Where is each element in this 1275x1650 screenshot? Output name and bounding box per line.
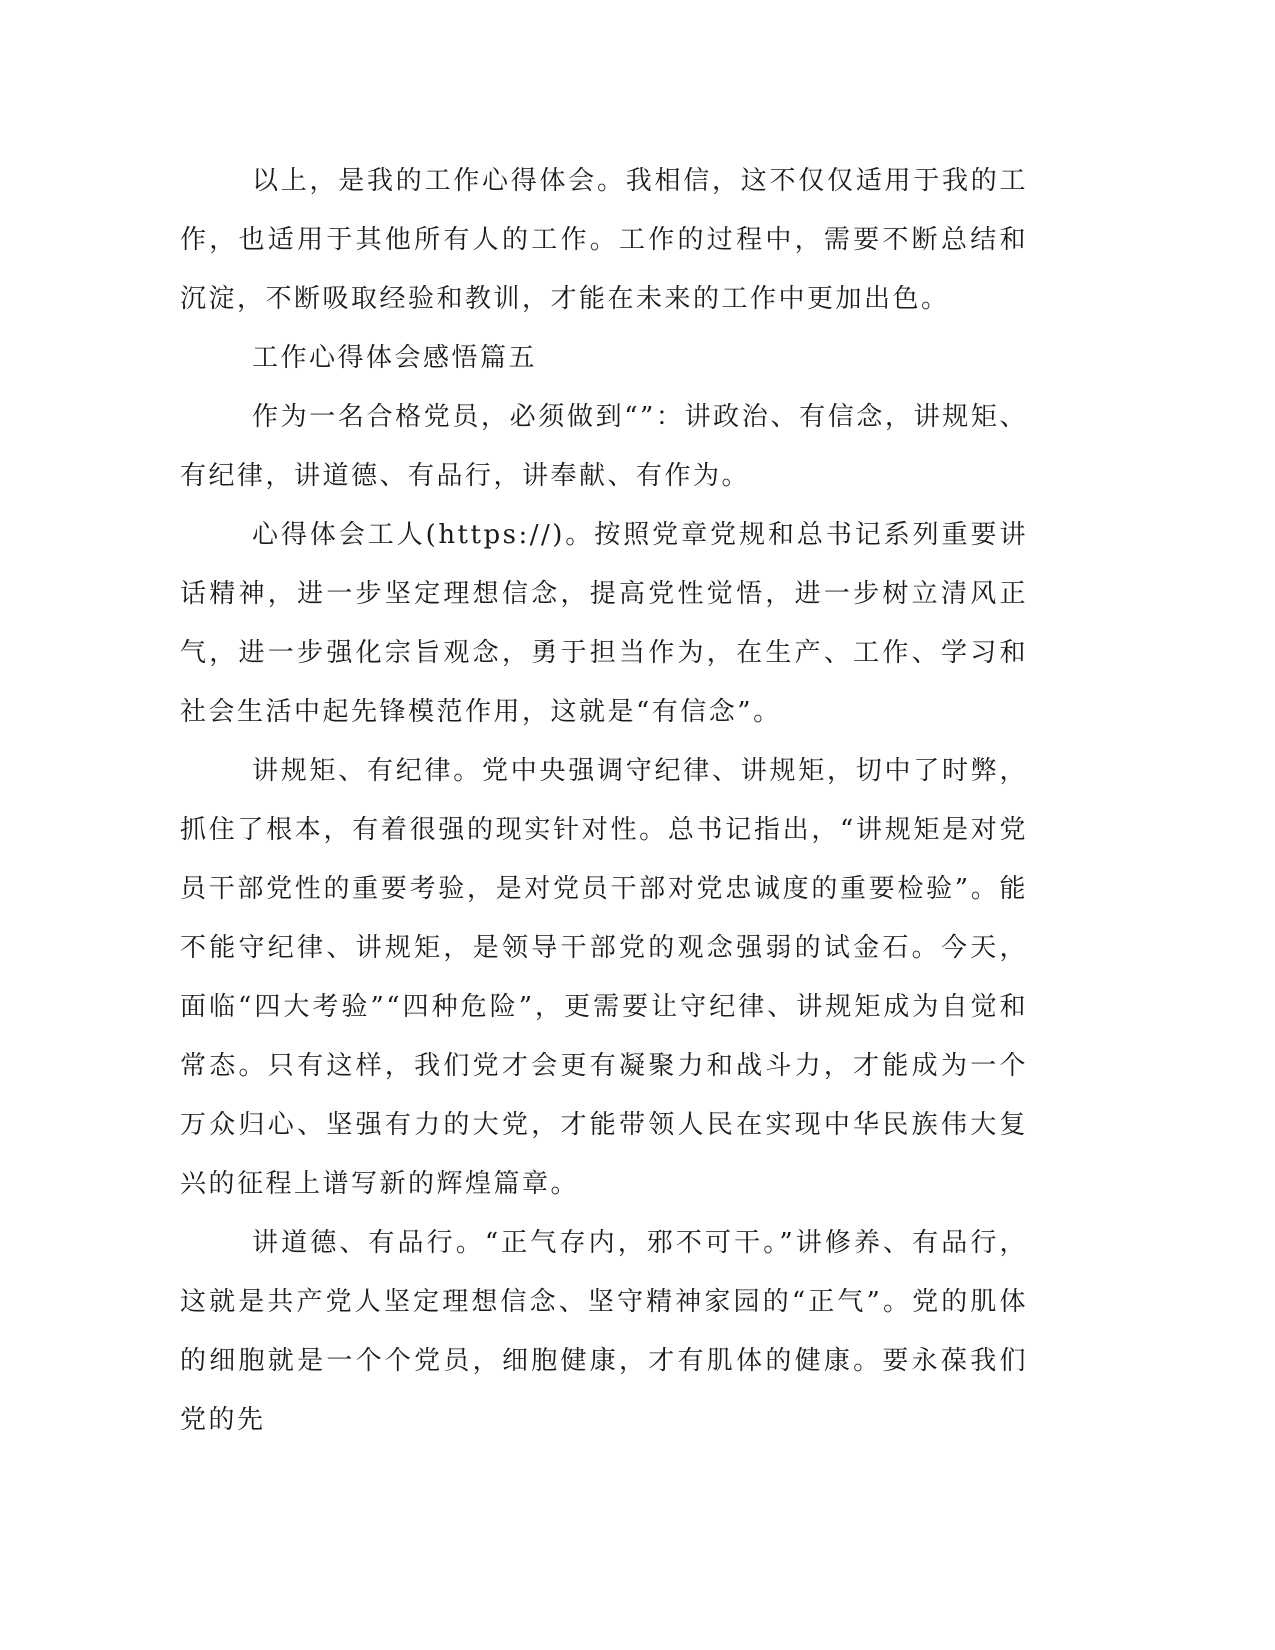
section-heading: 工作心得体会感悟篇五 <box>252 343 538 373</box>
paragraph-requirements: 作为一名合格党员，必须做到“”：讲政治、有信念，讲规矩、有纪律，讲道德、有品行，讲奉献、有作为。 <box>180 402 1028 491</box>
paragraph-conclusion: 以上，是我的工作心得体会。我相信，这不仅仅适用于我的工作，也适用于其他所有人的工作。工作的过程中，需要不断总结和沉淀，不断吸取经验和教训，才能在未来的工作中更加出色。 <box>180 166 1028 314</box>
paragraph-morality: 讲道德、有品行。“正气存内，邪不可干。”讲修养、有品行，这就是共产党人坚定理想信念、坚守精神家园的“正气”。党的肌体的细胞就是一个个党员，细胞健康，才有肌体的健康。要永葆我们党的先 <box>180 1228 1028 1435</box>
paragraph-belief: 心得体会工人(https://)。按照党章党规和总书记系列重要讲话精神，进一步坚定理想信念，提高党性觉悟，进一步树立清风正气，进一步强化宗旨观念，勇于担当作为，在生产、工作、学习和社会生活中起先锋模范作用，这就是“有信念”。 <box>180 520 1028 727</box>
paragraph-discipline: 讲规矩、有纪律。党中央强调守纪律、讲规矩，切中了时弊，抓住了根本，有着很强的现实针对性。总书记指出，“讲规矩是对党员干部党性的重要考验，是对党员干部对党忠诚度的重要检验”。能不能守纪律、讲规矩，是领导干部党的观念强弱的试金石。今天，面临“四大考验”“四种危险”，更需要让守纪律、讲规矩成为自觉和常态。只有这样，我们党才会更有凝聚力和战斗力，才能成为一个万众归心、坚强有力的大党，才能带领人民在实现中华民族伟大复兴的征程上谱写新的辉煌篇章。 <box>180 756 1028 1199</box>
document-body <box>180 152 1028 1450</box>
